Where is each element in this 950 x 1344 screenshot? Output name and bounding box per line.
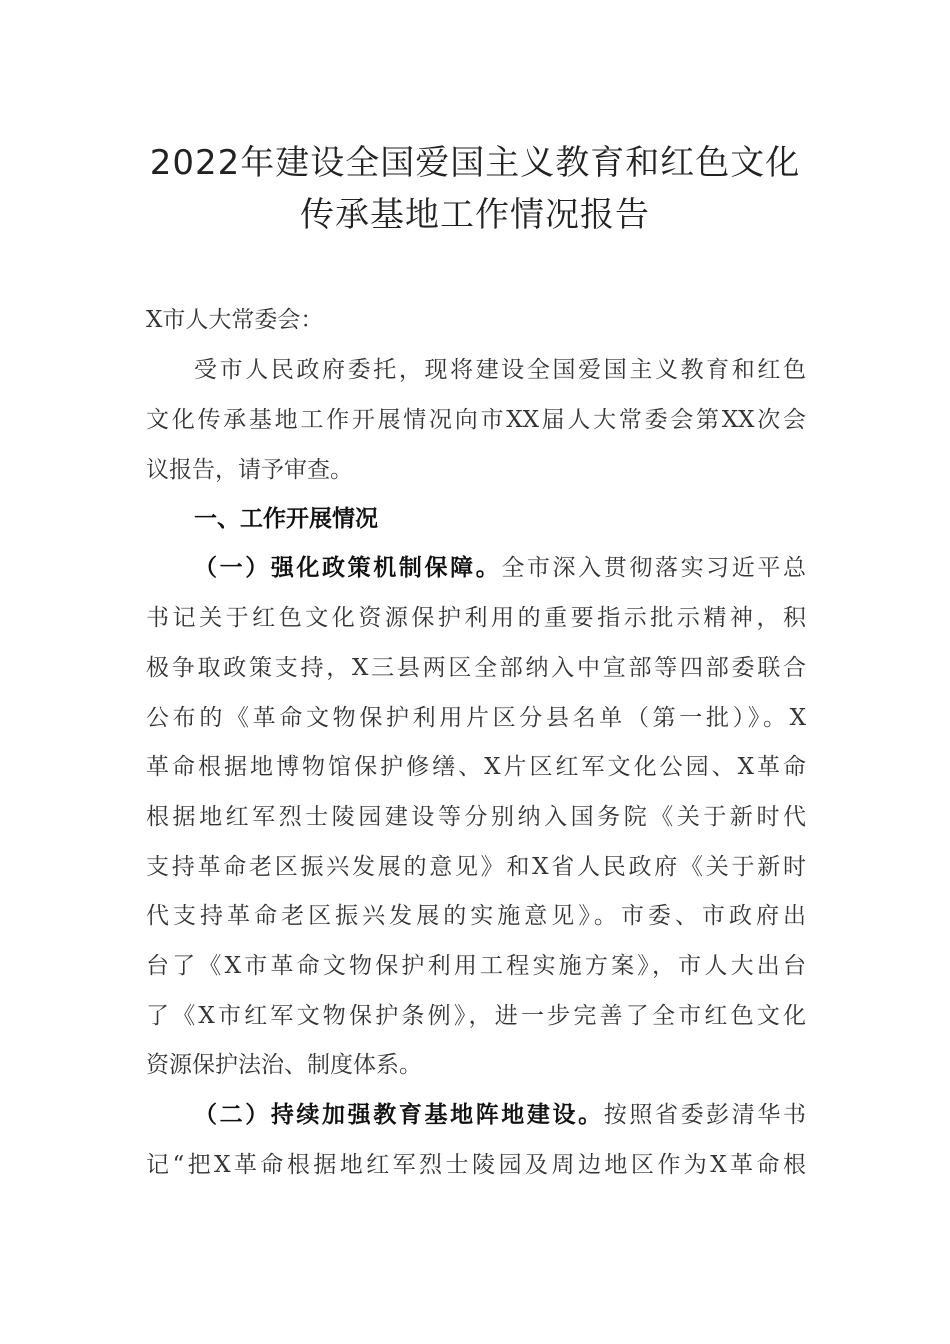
paragraph-line: 根据地红军烈士陵园建设等分别纳入国务院《关于新时代 bbox=[146, 804, 806, 830]
paragraph-line: 支持革命老区振兴发展的意见》和X省人民政府《关于新时 bbox=[146, 854, 806, 880]
paragraph-line: 极争取政策支持，X三县两区全部纳入中宣部等四部委联合 bbox=[146, 655, 806, 681]
salutation: X市人大常委会： bbox=[146, 307, 324, 333]
document-title-line-2: 传承基地工作情况报告 bbox=[300, 195, 650, 235]
paragraph-text: 全市深入贯彻落实习近平总 bbox=[501, 555, 807, 581]
paragraph-line: 了《X市红军文物保护条例》，进一步完善了全市红色文化 bbox=[146, 1003, 806, 1029]
document-title-line-1: 2022年建设全国爱国主义教育和红色文化 bbox=[149, 143, 801, 183]
paragraph-line: 台了《X市革命文物保护利用工程实施方案》，市人大出台 bbox=[146, 953, 806, 979]
paragraph-line bbox=[194, 551, 806, 585]
paragraph-line: 资源保护法治、制度体系。 bbox=[146, 1052, 422, 1078]
paragraph-line bbox=[194, 1098, 806, 1132]
subsection-heading: （一）强化政策机制保障。 bbox=[194, 555, 502, 581]
paragraph-line: 书记关于红色文化资源保护利用的重要指示批示精神，积 bbox=[146, 605, 806, 631]
paragraph-line: 公布的《革命文物保护利用片区分县名单（第一批）》。X bbox=[146, 705, 806, 731]
section-heading: 一、工作开展情况 bbox=[194, 506, 378, 532]
intro-line: 议报告，请予审查。 bbox=[146, 457, 353, 483]
intro-line: 文化传承基地工作开展情况向市XX届人大常委会第XX次会 bbox=[146, 407, 806, 433]
paragraph-line: 记“把X革命根据地红军烈士陵园及周边地区作为X革命根 bbox=[146, 1152, 806, 1178]
paragraph-text: 按照省委彭清华书 bbox=[603, 1102, 807, 1128]
paragraph-line: 革命根据地博物馆保护修缮、X片区红军文化公园、X革命 bbox=[146, 754, 806, 780]
intro-line: 受市人民政府委托，现将建设全国爱国主义教育和红色 bbox=[194, 357, 806, 383]
subsection-heading: （二）持续加强教育基地阵地建设。 bbox=[194, 1102, 604, 1128]
paragraph-line: 代支持革命老区振兴发展的实施意见》。市委、市政府出 bbox=[146, 903, 806, 929]
